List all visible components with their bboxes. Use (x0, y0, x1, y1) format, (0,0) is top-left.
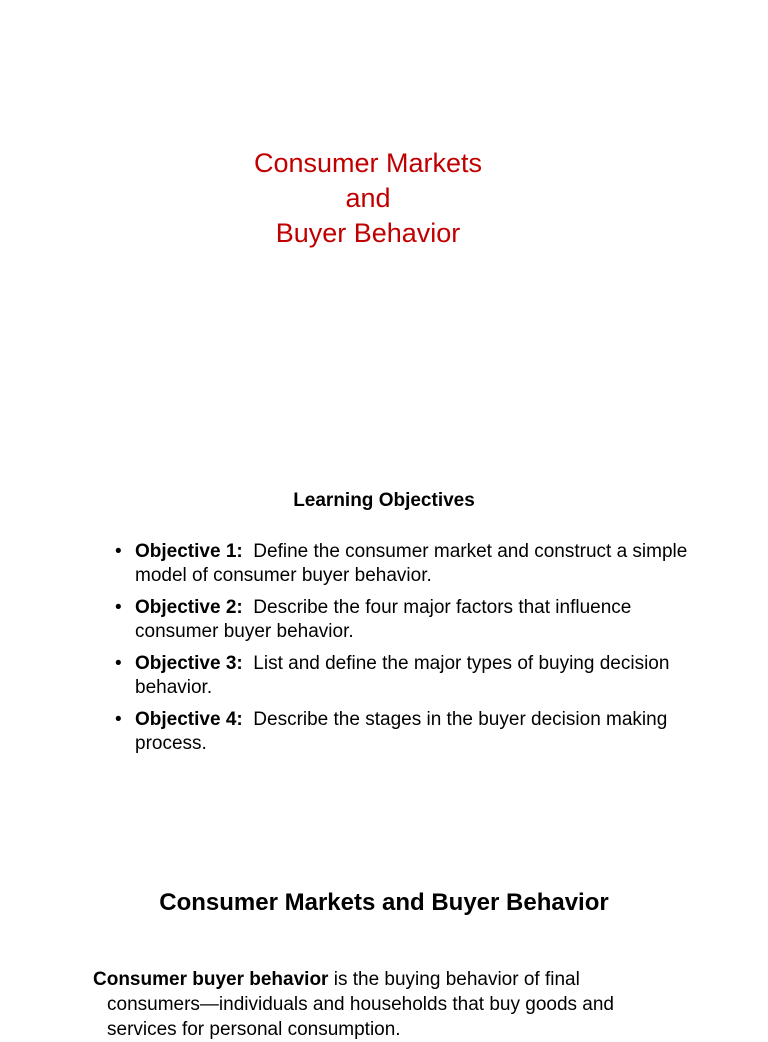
objective-label: Objective 4: (135, 709, 243, 730)
objective-text: Describe the stages in the buyer decision making process. (135, 709, 668, 754)
objective-label: Objective 3: (135, 653, 243, 674)
objectives-list (113, 540, 713, 764)
definition-paragraph (93, 967, 673, 1042)
bullet-icon: • (115, 653, 122, 674)
objective-item-3 (113, 652, 713, 700)
definition-line-2: consumers—individuals and households that buy goods and (107, 994, 614, 1015)
objective-item-2 (113, 596, 713, 644)
bullet-icon: • (115, 541, 122, 562)
definition-text: is the buying behavior of final (333, 969, 580, 990)
objective-item-1 (113, 540, 713, 588)
learning-objectives-heading: Learning Objectives (293, 490, 475, 511)
objective-label: Objective 2: (135, 597, 243, 618)
objective-label: Objective 1: (135, 541, 243, 562)
title-line-2: and (345, 183, 391, 213)
definition-line-1 (93, 967, 673, 992)
title-line-1: Consumer Markets (253, 148, 483, 178)
objective-text: List and define the major types of buying decision behavior. (135, 653, 670, 698)
title-line-3: Buyer Behavior (275, 218, 461, 248)
section-heading: Consumer Markets and Buyer Behavior (159, 889, 609, 916)
objective-text: Describe the four major factors that influence consumer buyer behavior. (135, 597, 632, 642)
objective-item-4 (113, 708, 713, 756)
definition-term: Consumer buyer behavior (93, 969, 329, 990)
bullet-icon: • (115, 709, 122, 730)
document-title (0, 146, 736, 251)
bullet-icon: • (115, 597, 122, 618)
definition-line-3: services for personal consumption. (107, 1019, 401, 1040)
objective-text: Define the consumer market and construct a simple model of consumer buyer behavior. (135, 541, 688, 586)
